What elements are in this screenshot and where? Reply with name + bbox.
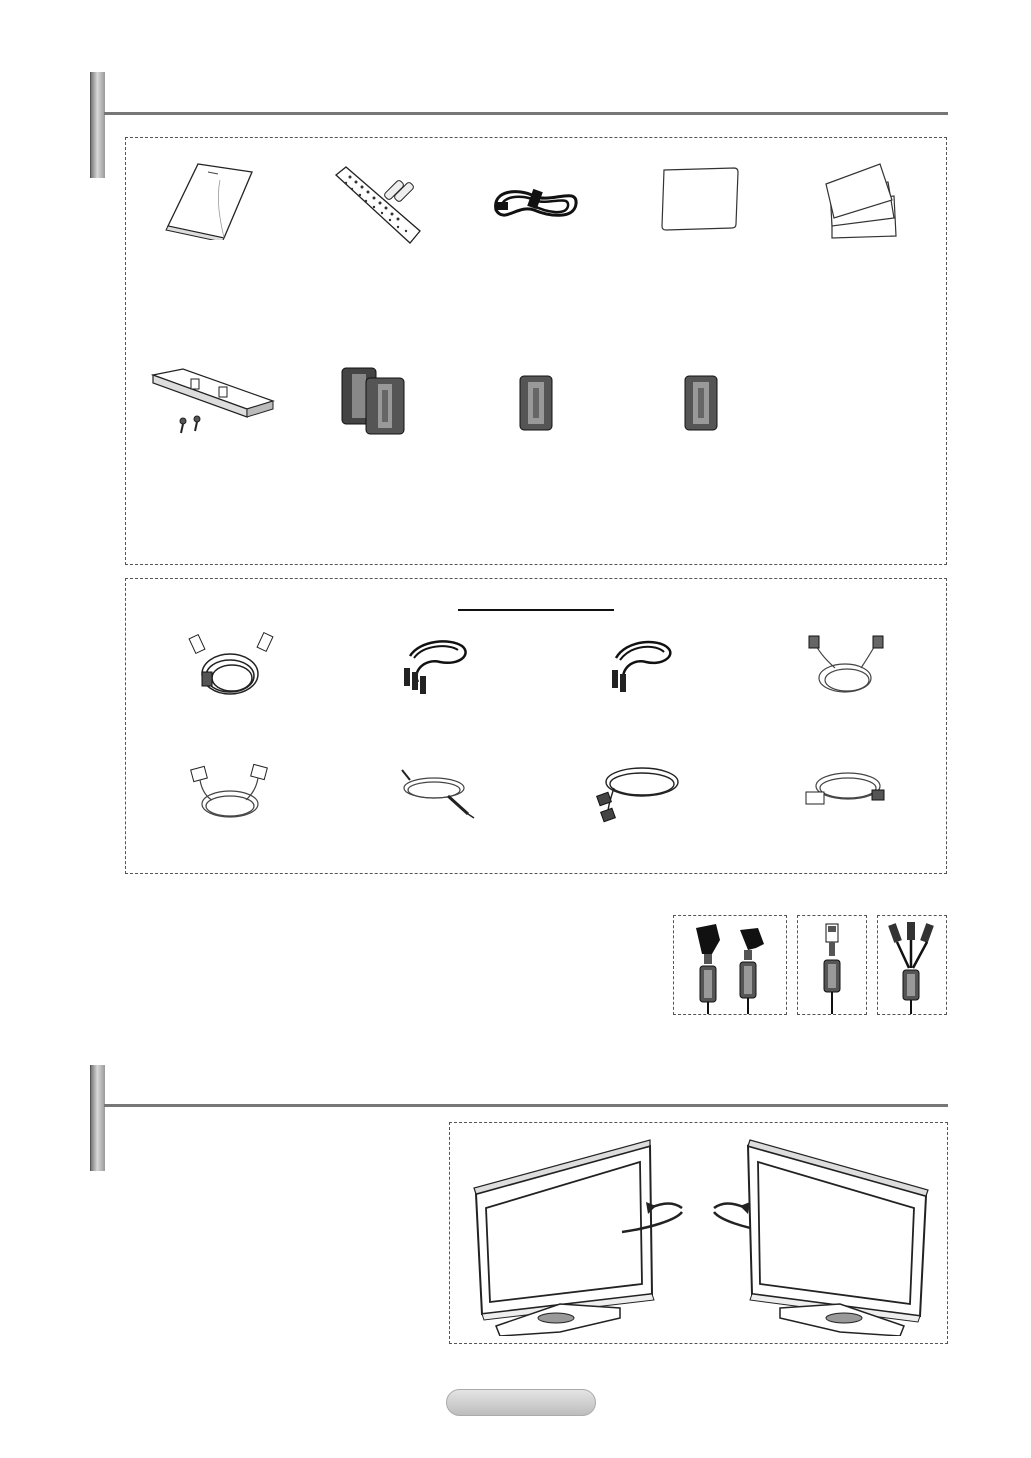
power-cord-ferrite-icon xyxy=(690,920,774,1014)
antenna-cable-icon xyxy=(188,632,274,698)
network-cable-ferrite-icon xyxy=(817,920,847,1014)
cover-bottom-screws-icon xyxy=(143,365,275,437)
component-cables-icon xyxy=(400,636,470,698)
cleaning-cloth-icon xyxy=(660,166,740,232)
manual-booklet-icon xyxy=(160,160,256,240)
audio-cable-icon xyxy=(606,636,676,698)
power-cord-icon xyxy=(488,180,583,230)
av-cable-ferrite-icon xyxy=(887,920,937,1014)
section-marker-accessories xyxy=(90,72,105,178)
section-marker-swivel xyxy=(90,1065,105,1171)
section-rule-accessories xyxy=(104,112,948,115)
ferrite-core-single-icon xyxy=(518,374,554,432)
ferrite-core-single-icon xyxy=(683,374,719,432)
ferrite-core-pair-icon xyxy=(340,364,412,438)
sold-separately-underline xyxy=(458,609,614,611)
pc-cable-icon xyxy=(805,634,889,698)
remote-control-batteries-icon xyxy=(330,165,422,249)
scart-cable-icon xyxy=(190,762,270,824)
hdmi-cable-icon xyxy=(594,760,686,824)
tv-swivel-icon xyxy=(460,1136,940,1336)
section-rule-swivel xyxy=(104,1104,948,1107)
warranty-cards-icon xyxy=(822,162,902,242)
sold-separately-box xyxy=(125,578,947,874)
hdmi-dvi-cable-icon xyxy=(804,762,888,824)
page-number-pill xyxy=(446,1389,596,1416)
pc-audio-cable-icon xyxy=(392,766,476,822)
